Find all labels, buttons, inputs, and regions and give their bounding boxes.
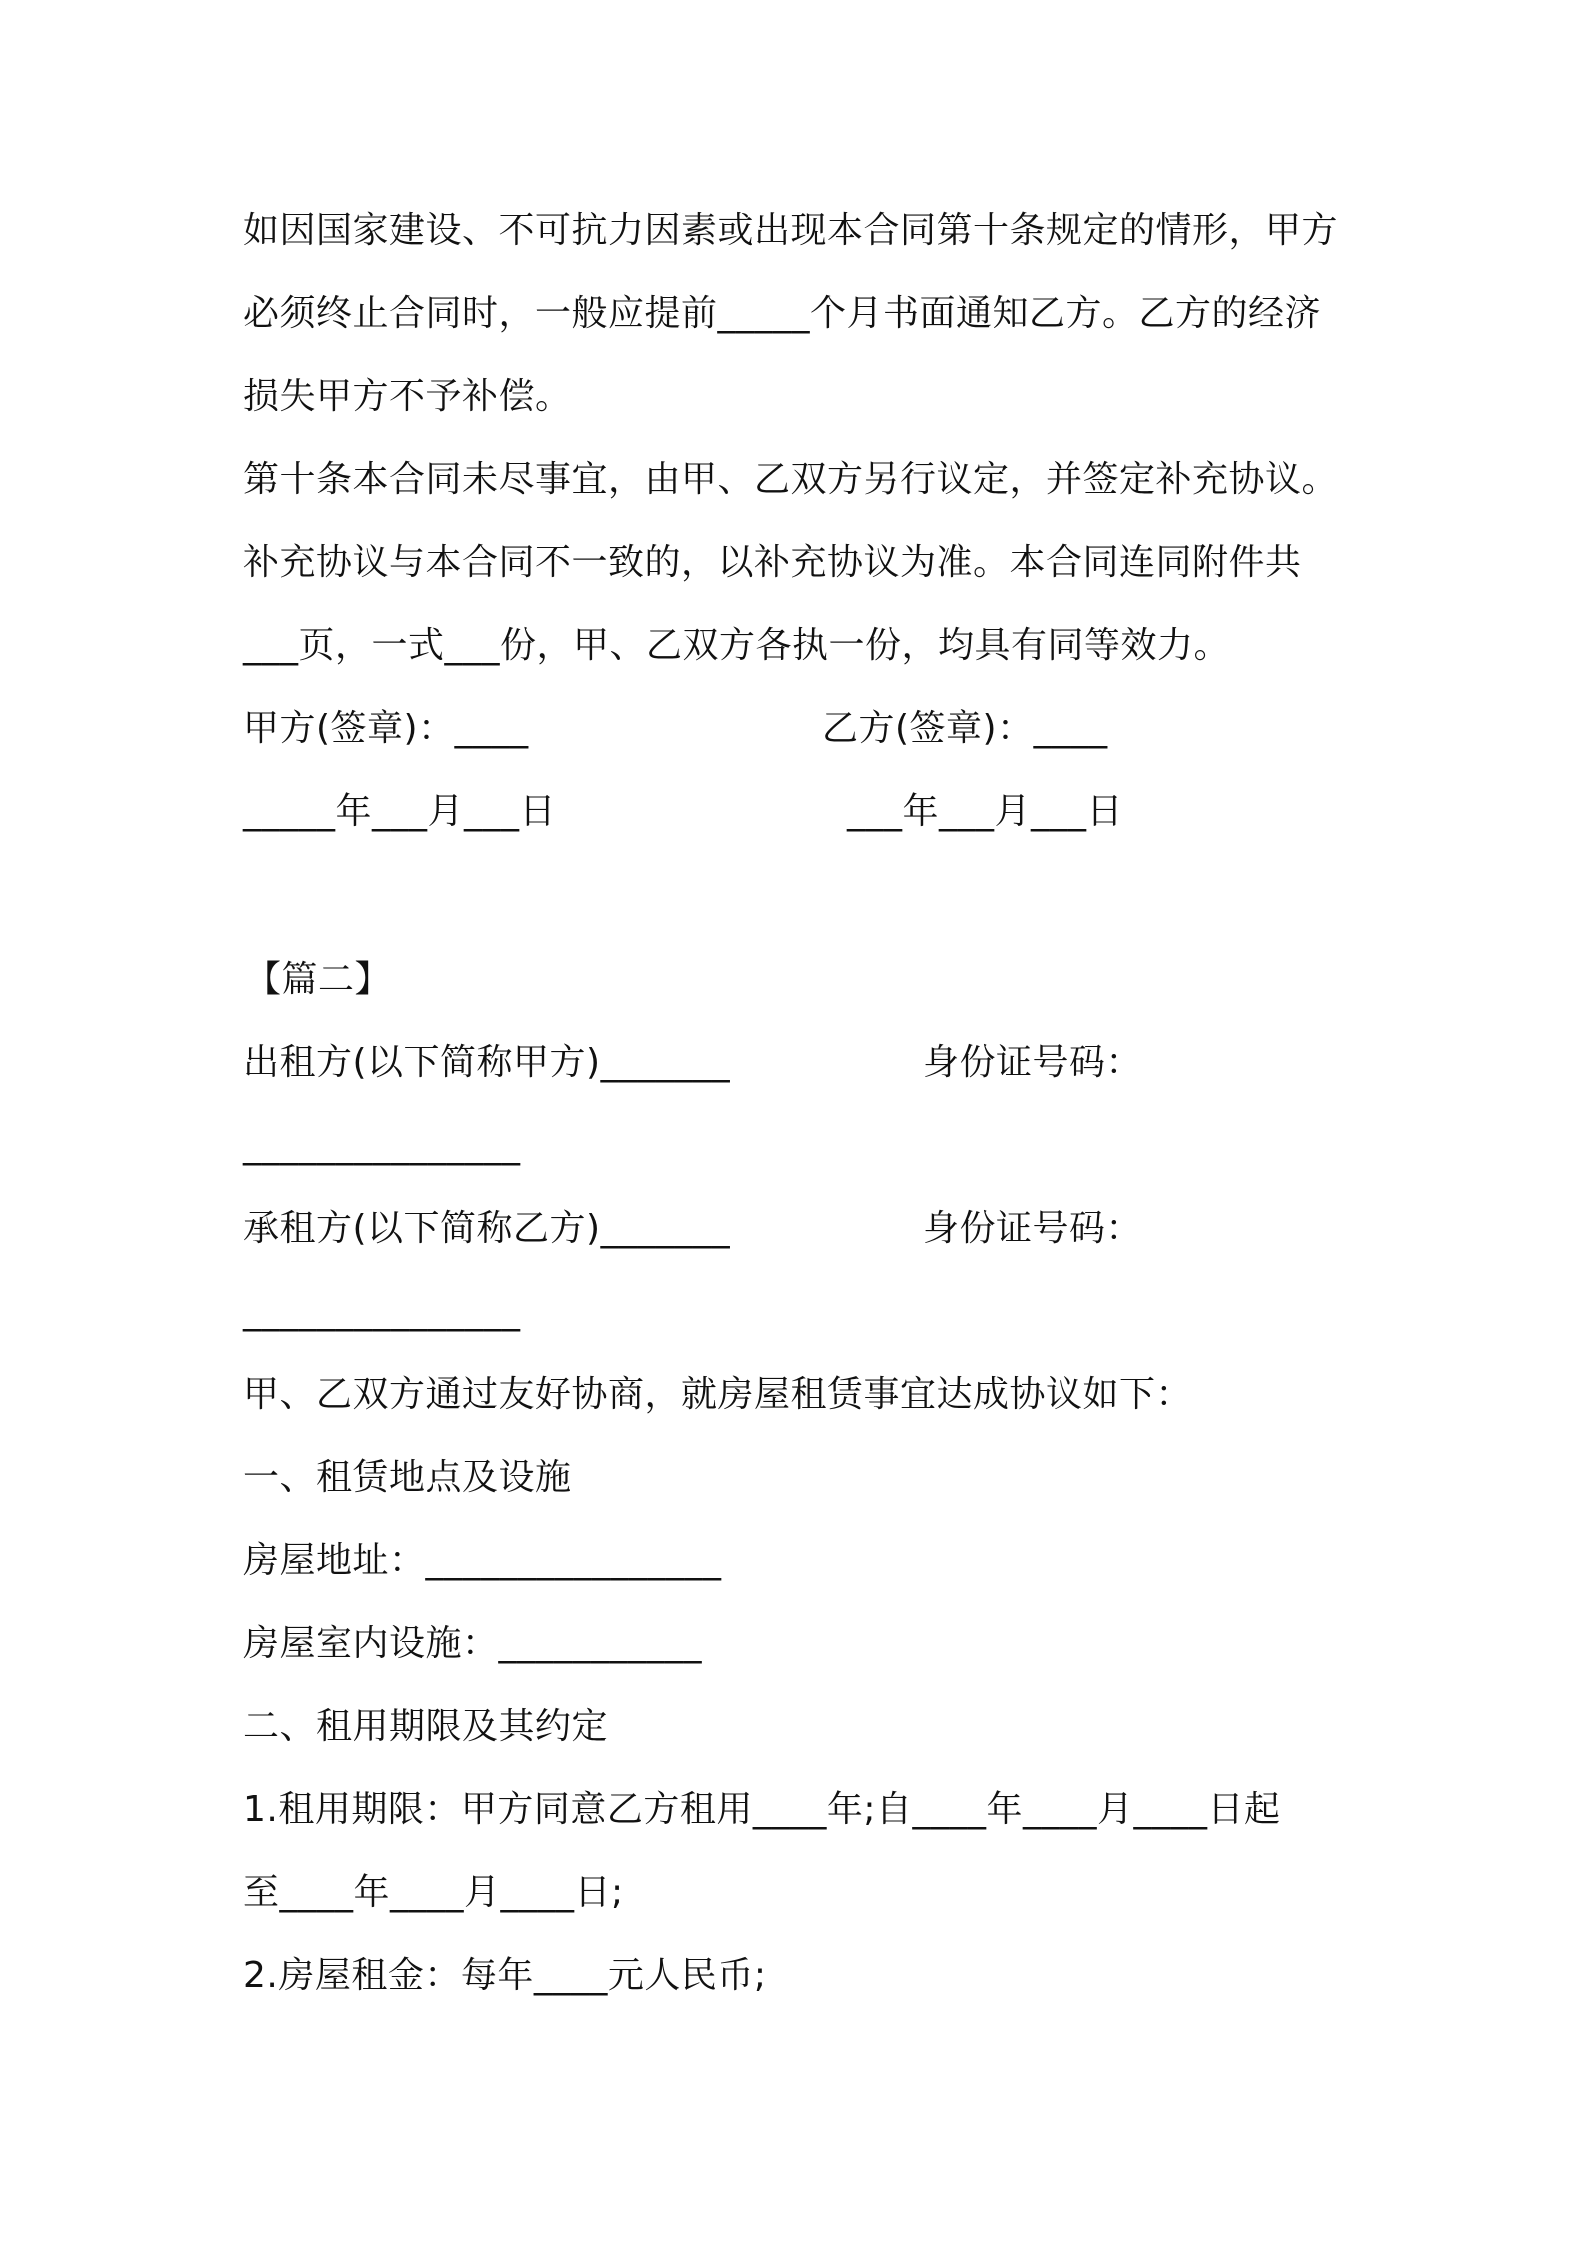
party-b-date: ___年___月___日 [847,791,1124,832]
term-line: 1.租用期限：甲方同意乙方租用____年;自____年____月____日起 [243,1789,1281,1830]
party-b-signature: 乙方(签章)：____ [822,708,1108,749]
paragraph-line: ___页，一式___份，甲、乙双方各执一份，均具有同等效力。 [243,625,1231,666]
clause-2-title: 二、租用期限及其约定 [243,1706,609,1747]
term-line-end: 至____年____月____日; [243,1872,624,1913]
paragraph-line: 第十条本合同未尽事宜，由甲、乙双方另行议定，并签定补充协议。 [243,459,1339,500]
party-a-date: _____年___月___日 [243,791,557,832]
address-line: 房屋地址：________________ [243,1540,722,1581]
party-a-signature: 甲方(签章)：____ [243,708,529,749]
lessee-line: 承租方(以下简称乙方)_______ [243,1208,731,1249]
lessor-id-blank: _______________ [243,1125,521,1166]
facilities-line: 房屋室内设施：___________ [243,1623,703,1664]
agreement-intro: 甲、乙双方通过友好协商，就房屋租赁事宜达成协议如下： [243,1374,1193,1415]
paragraph-line: 补充协议与本合同不一致的，以补充协议为准。本合同连同附件共 [243,542,1302,583]
lessor-line: 出租方(以下简称甲方)_______ [243,1042,731,1083]
lessee-id-blank: _______________ [243,1291,521,1332]
rent-line: 2.房屋租金：每年____元人民币; [243,1955,767,1996]
lessee-id-label: 身份证号码： [923,1208,1143,1249]
paragraph-line: 如因国家建设、不可抗力因素或出现本合同第十条规定的情形，甲方 [243,210,1339,251]
clause-1-title: 一、租赁地点及设施 [243,1457,572,1498]
section-heading: 【篇二】 [245,959,392,1000]
paragraph-line: 损失甲方不予补偿。 [243,376,572,417]
paragraph-line: 必须终止合同时，一般应提前_____个月书面通知乙方。乙方的经济 [243,293,1322,334]
lessor-id-label: 身份证号码： [923,1042,1143,1083]
